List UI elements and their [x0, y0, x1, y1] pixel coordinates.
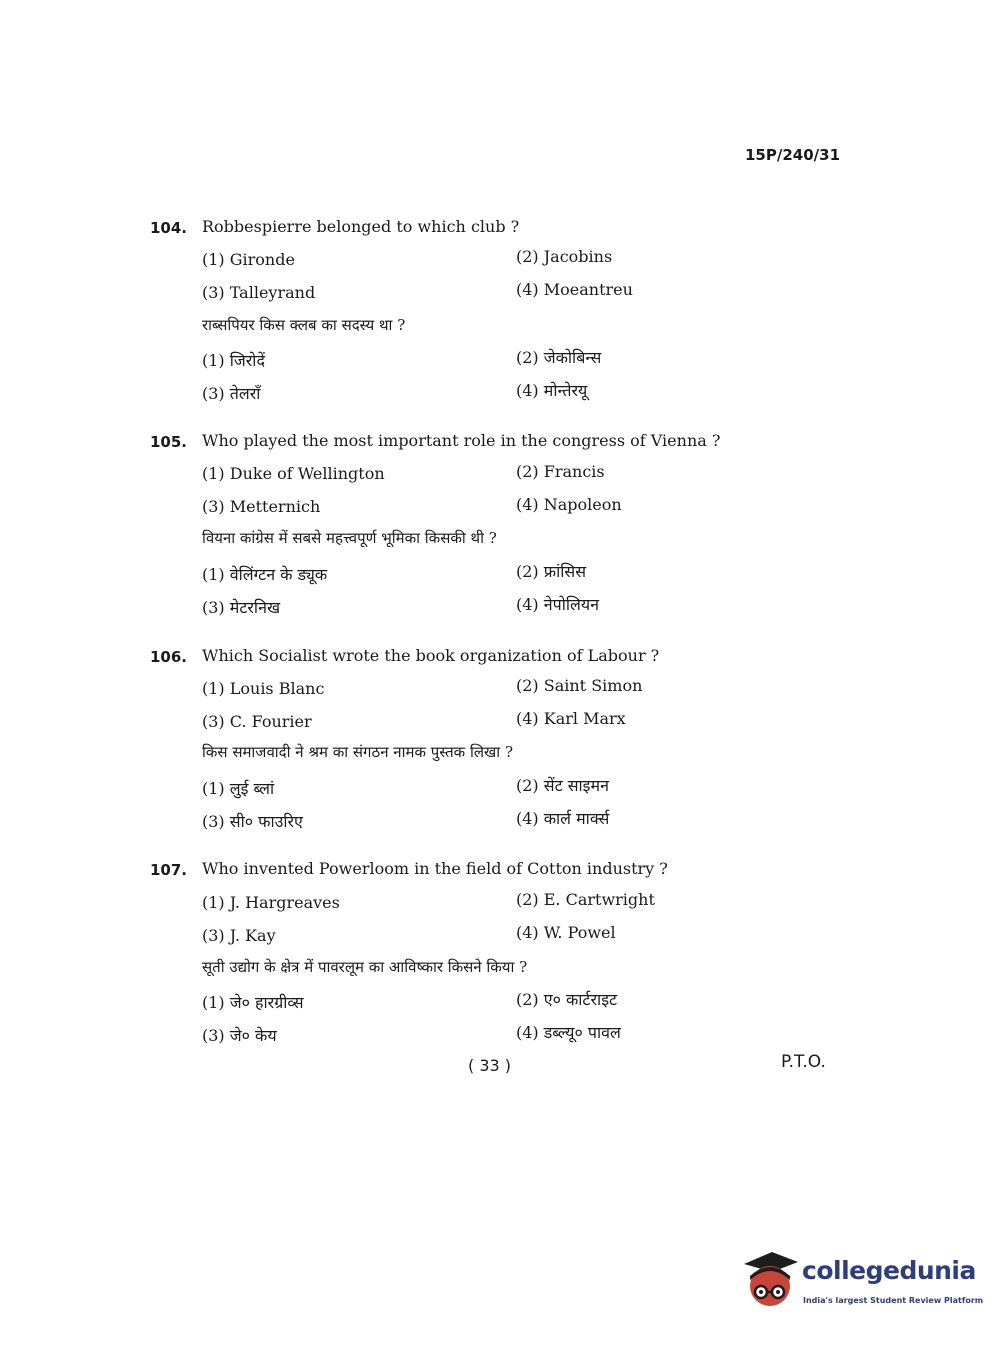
question-text-hi: किस समाजवादी ने श्रम का संगठन नामक पुस्तक लिखा ? — [202, 743, 513, 761]
page-number: ( 33 ) — [468, 1056, 512, 1075]
option-en-3: (3) Talleyrand — [202, 283, 316, 302]
option-en-1: (1) Duke of Wellington — [202, 464, 385, 483]
question-text-en: Robbespierre belonged to which club ? — [202, 217, 520, 236]
question-text-hi: सूती उद्योग के क्षेत्र में पावरलूम का आविष्कार किसने किया ? — [202, 958, 528, 976]
option-hi-4: (4) कार्ल मार्क्स — [516, 809, 610, 828]
option-hi-1: (1) वेलिंग्टन के ड्यूक — [202, 565, 328, 584]
option-hi-2: (2) ए० कार्टराइट — [516, 990, 618, 1009]
question-number: 107. — [150, 861, 188, 879]
option-en-1: (1) Gironde — [202, 250, 295, 269]
option-hi-3: (3) तेलराँ — [202, 384, 261, 403]
option-en-2: (2) E. Cartwright — [516, 890, 655, 909]
option-en-3: (3) C. Fourier — [202, 712, 312, 731]
option-hi-2: (2) फ्रांसिस — [516, 562, 587, 581]
pto-label: P.T.O. — [781, 1052, 826, 1072]
option-hi-3: (3) जे० केय — [202, 1026, 277, 1045]
logo-wordmark: collegedunia — [802, 1256, 976, 1285]
option-en-3: (3) Metternich — [202, 497, 321, 516]
question-105 — [0, 433, 1001, 638]
option-en-4: (4) Moeantreu — [516, 280, 633, 299]
option-en-4: (4) W. Powel — [516, 923, 616, 942]
mascot-icon — [742, 1250, 800, 1312]
question-text-hi: राब्सपियर किस क्लब का सदस्य था ? — [202, 316, 406, 334]
logo-tagline: India's largest Student Review Platform — [803, 1296, 984, 1305]
option-en-1: (1) Louis Blanc — [202, 679, 325, 698]
option-hi-4: (4) डब्ल्यू० पावल — [516, 1023, 621, 1042]
question-number: 105. — [150, 433, 188, 451]
question-107 — [0, 861, 1001, 1066]
question-text-en: Who invented Powerloom in the field of Cotton industry ? — [202, 859, 668, 878]
option-hi-2: (2) सेंट साइमन — [516, 776, 609, 795]
option-hi-4: (4) नेपोलियन — [516, 595, 600, 614]
option-en-4: (4) Karl Marx — [516, 709, 626, 728]
question-104 — [0, 219, 1001, 424]
question-number: 106. — [150, 648, 188, 666]
option-hi-3: (3) मेटरनिख — [202, 598, 281, 617]
question-text-en: Which Socialist wrote the book organization of Labour ? — [202, 646, 660, 665]
option-hi-4: (4) मोन्तेरयू — [516, 381, 588, 400]
question-number: 104. — [150, 219, 188, 237]
option-en-3: (3) J. Kay — [202, 926, 276, 945]
option-en-2: (2) Francis — [516, 462, 605, 481]
option-en-4: (4) Napoleon — [516, 495, 622, 514]
paper-code: 15P/240/31 — [745, 146, 841, 164]
option-en-2: (2) Jacobins — [516, 247, 613, 266]
question-text-hi: वियना कांग्रेस में सबसे महत्त्वपूर्ण भूमिका किसकी थी ? — [202, 529, 497, 547]
question-text-en: Who played the most important role in the congress of Vienna ? — [202, 431, 721, 450]
question-106 — [0, 648, 1001, 853]
option-hi-1: (1) लुई ब्लां — [202, 779, 275, 798]
option-en-1: (1) J. Hargreaves — [202, 893, 340, 912]
collegedunia-logo — [742, 1248, 984, 1318]
option-hi-1: (1) जिरोदें — [202, 351, 265, 370]
option-en-2: (2) Saint Simon — [516, 676, 643, 695]
option-hi-3: (3) सी० फाउरिए — [202, 812, 303, 831]
option-hi-2: (2) जेकोबिन्स — [516, 348, 602, 367]
option-hi-1: (1) जे० हारग्रीव्स — [202, 993, 304, 1012]
